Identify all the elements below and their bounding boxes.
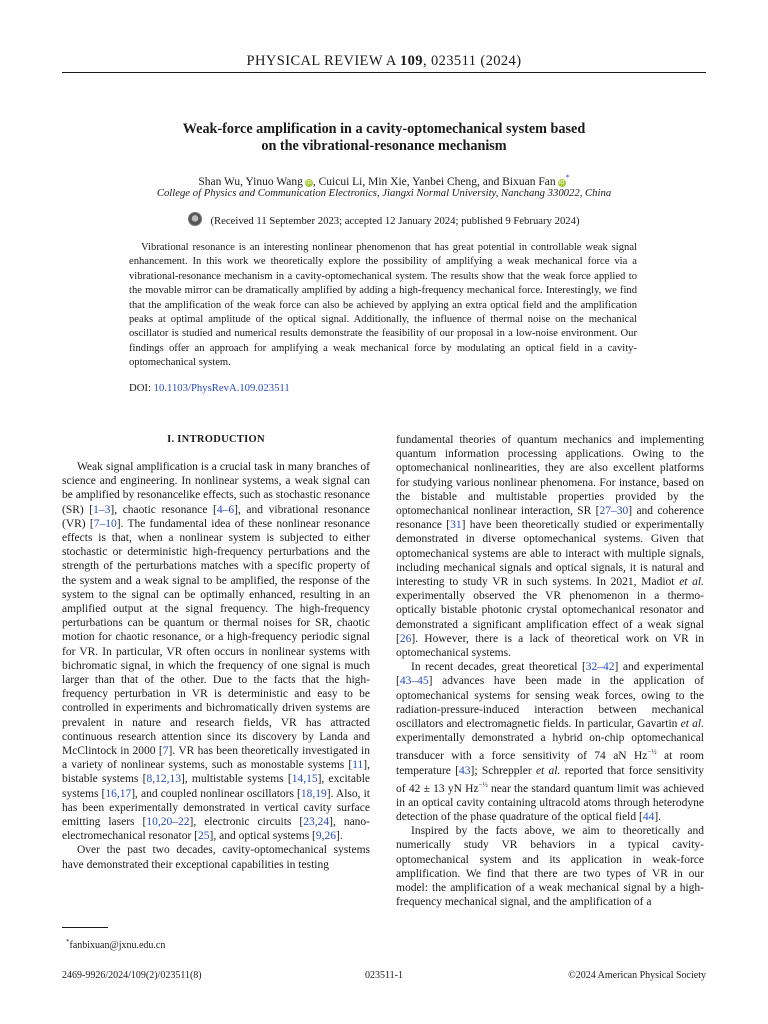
citation-link[interactable]: 8,12,13 [146,773,181,786]
citation-link[interactable]: 31 [450,519,462,532]
footer-copyright: ©2024 American Physical Society [568,970,706,981]
orcid-icon[interactable]: iD [558,180,565,186]
journal-header [62,53,706,70]
received-text: (Received 11 September 2023; accepted 12 January 2024; published 9 February 2024) [210,215,580,227]
footer-issn: 2469-9926/2024/109(2)/023511(8) [62,970,202,981]
body-column-right [396,433,704,909]
citation-link[interactable]: 11 [352,759,364,772]
citation-link[interactable]: 27–30 [599,505,629,518]
title-line-2: on the vibrational-resonance mechanism [261,138,507,154]
check-for-updates-icon[interactable] [188,212,202,226]
paper-title [100,121,668,155]
doi-line [129,382,290,394]
body-column-left [62,433,370,872]
citation-link[interactable]: 23,24 [303,816,330,829]
paragraph: Inspired by the facts above, we aim to theoretically and numerically study VR behaviors in a typical cavity-optomechanical system and its application in weak-force amplification. We find that there are two types of VR in our model: the amplification of a weak mechanical signal by a high-frequency mechanical signal, and the amplification of a [396,825,704,909]
citation-link[interactable]: 10,20–22 [146,816,190,829]
paragraph: fundamental theories of quantum mechanics and implementing quantum information processing applications. Owing to the optomechanical nonlinearities, they are also excellent platforms for studying various nonlinear phenomena. For instance, based on the bistable and multistable properties provided by the optomechanical nonlinear interaction, SR [27–30] and coherence resonance [31] have been theoretically studied or experimentally demonstrated in diverse optomechanical systems. Given that optomechanical systems are able to interact with multiple signals, including mechanical signals and optical signals, it is natural and interesting to study VR in such systems. In 2021, Madiot et al. experimentally observed the VR phenomenon in a thermo-optically bistable photonic crystal optomechanical resonator and demonstrated a significant amplification effect of a weak signal [26]. However, there is a lack of theoretical work on VR in optomechanical systems. [396,434,705,660]
citation-link[interactable]: 32–42 [585,661,615,674]
authors-part-2: , Cuicui Li, Min Xie, Yanbei Cheng, and Bixuan Fan [312,176,556,188]
citation-link[interactable]: 25 [198,830,210,843]
article-info: , 023511 (2024) [422,53,522,69]
paragraph: Over the past two decades, cavity-optomechanical systems have demonstrated their exceptional capabilities in testing [62,844,370,871]
footer-page-number: 023511-1 [365,970,403,981]
citation-link[interactable]: 16,17 [105,787,132,800]
footnote-star: * [66,938,70,946]
citation-link[interactable]: 44 [642,810,655,823]
paragraph: Weak signal amplification is a crucial task in many branches of science and engineering. In nonlinear systems, a weak signal can be amplified by resonancelike effects, such as stochastic resonance (SR) [1–3], chaotic resonance [4–6], and vibrational resonance (VR) [7–10]. The fundamental idea of these nonlinear resonance effects is that, when a nonlinear system is subjected to either stochastic or deterministic high-frequency perturbations and the strength of the perturbations matches with a specific property of the system and a weak signal to be amplified, the response of the system to the signal can be optimally enhanced, resulting in an amplified output at the signal frequency. The high-frequency perturbations can be quantum or thermal noises for SR, chaotic motion for chaotic resonance, or a high-frequency periodic signal for VR. In particular, VR often occurs in nonlinear systems with bichromatic signal, in which the frequency of one signal is much larger than that of the other. Due to the facts that the high-frequency perturbation in VR is deterministic and easy to be controlled in experiments and bichromatically driven systems are prevalent in nature and research fields, VR has attracted continuous research attention since its discovery by Landa and McClintock in 2000 [7]. VR has been theoretically investigated in a variety of nonlinear systems, such as monostable systems [11], bistable systems [8,12,13], multistable systems [14,15], excitable systems [16,17], and coupled nonlinear oscillators [18,19]. Also, it has been experimentally demonstrated in vertical cavity surface emitting lasers [10,20–22], electronic circuits [23,24], nano-electromechanical resonator [25], and optical systems [9,26]. [62,461,371,843]
abstract: Vibrational resonance is an interesting nonlinear phenomenon that has great potential in controllable weak signal enhancement. In this work we theoretically explore the possibility of amplifying a weak mechanical force via a vibrational-resonance mechanism in a cavity-optomechanical system. The results show that the weak force applied to the movable mirror can be dramatically amplified by adding a high-frequency mechanical force. Interestingly, we find that the amplification of the weak force can also be achieved by applying an extra optical field and the amplification peaks at optimal amplitude of the optical signal. Additionally, the influence of thermal noise on the mechanical oscillator is studied and numerical results demonstrate the feasibility of our proposal in a low-noise environment. Our findings offer an approach for amplifying a weak mechanical force by modulating an optical field in a cavity-optomechanical system. [129,242,637,369]
citation-link[interactable]: 14,15 [291,773,318,786]
doi-label: DOI: [129,382,154,394]
journal-name: PHYSICAL REVIEW A [246,53,396,69]
footnote-email[interactable]: fanbixuan@jxnu.edu.cn [69,940,166,951]
citation-link[interactable]: 26 [399,632,412,645]
affiliation: College of Physics and Communication Electronics, Jiangxi Normal University, Nanchang 330022, China [156,187,612,199]
header-rule [62,72,706,73]
citation-link[interactable]: 7–10 [93,517,117,530]
citation-link[interactable]: 18,19 [300,787,327,800]
footnote-rule [62,927,108,928]
citation-link[interactable]: 1–3 [93,503,111,516]
citation-link[interactable]: 43 [459,764,471,777]
corresponding-author-mark[interactable]: * [565,173,570,182]
section-heading: I. INTRODUCTION [167,434,265,445]
paragraph: In recent decades, great theoretical [32–42] and experimental [43–45] advances have been made in the application of optomechanical systems for sensing weak forces, owing to the radiation-pressure-induced interaction between mechanical oscillators and electromagnetic fields. In particular, Gavartin et al. experimentally demonstrated a hybrid on-chip optomechanical transducer with a force sensitivity of 74 aN $Hz^{-\frac{1}{2}}$ at room temperature [43]; Schreppler et al. reported that force sensitivity of 42 ± 13 yN $Hz^{-\frac{1}{2}}$ near the standard quantum limit was achieved in an optical cavity containing ultracold atoms through heterodyne detection of the phase quadrature of the optical field [44]. [396,661,704,823]
orcid-icon[interactable]: iD [305,180,312,186]
doi-link[interactable]: 10.1103/PhysRevA.109.023511 [153,382,290,394]
citation-link[interactable]: 4–6 [216,503,235,516]
journal-volume: 109 [399,53,423,69]
citation-link[interactable]: 7 [162,745,169,758]
authors-part-1: Shan Wu, Yinuo Wang [198,176,303,188]
citation-link[interactable]: 43–45 [399,675,429,688]
citation-link[interactable]: 9,26 [315,830,336,843]
footnote [66,938,165,951]
received-dates [90,212,678,228]
title-line-1: Weak-force amplification in a cavity-optomechanical system based [182,121,586,137]
